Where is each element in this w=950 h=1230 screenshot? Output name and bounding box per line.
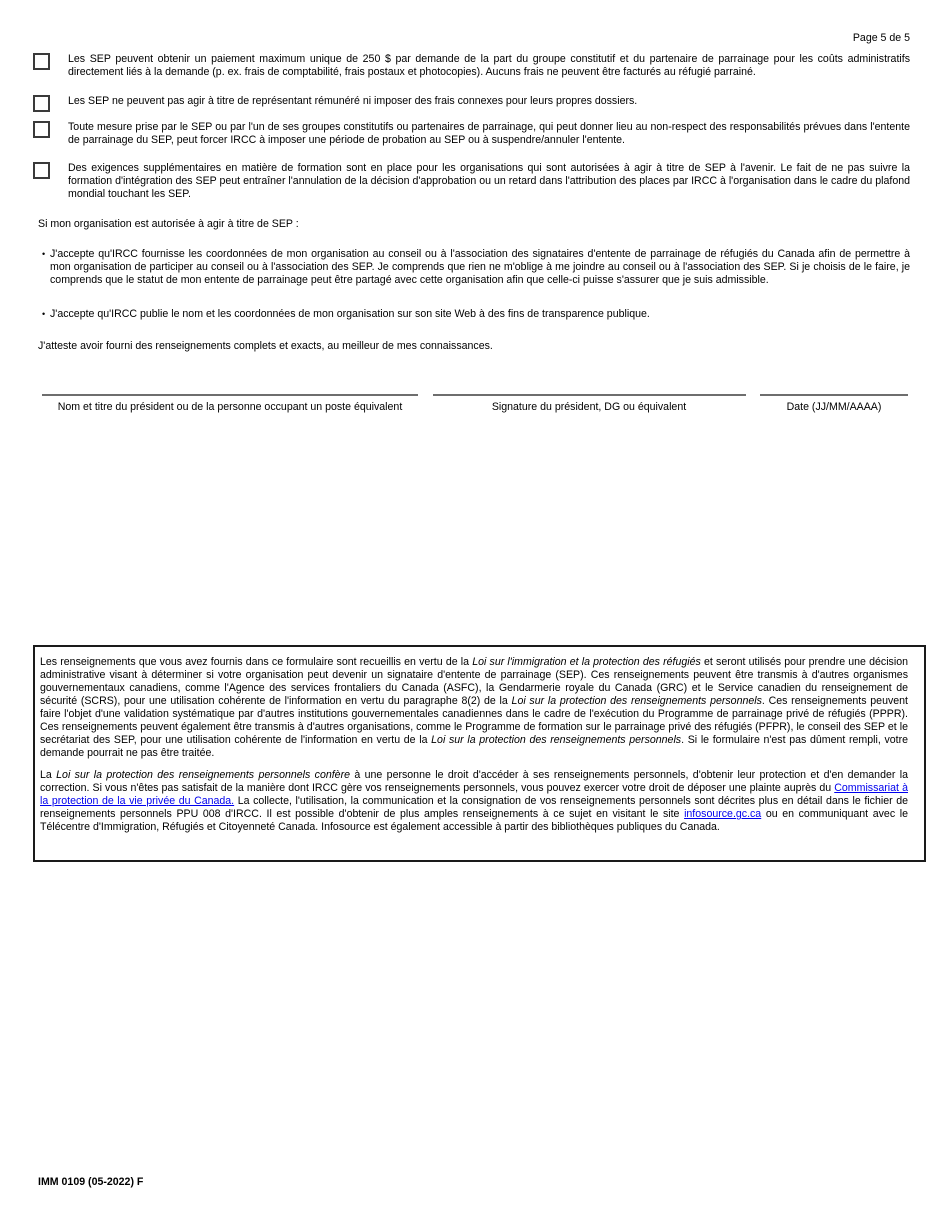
date-field [760, 394, 908, 414]
privacy-commissioner-link[interactable]: Commissariat à la protection de la vie privée du Canada. [40, 782, 908, 807]
privacy-paragraph-collection [40, 656, 908, 760]
checklist-item-text: Des exigences supplémentaires en matière de formation sont en place pour les organisations qui sont autorisées à agir à titre de SEP à l'avenir. Le fait de ne pas suivre la formation d'intégration des SEP peut entraîner l'annulation de la décision d'approbation ou un retard dans l'attribution des places par IRCC à l'organisation dans le cadre du plafond mondial touchant les SEP. [68, 162, 910, 200]
privacy-notice-box [33, 645, 926, 862]
checklist-item-text: Les SEP peuvent obtenir un paiement maximum unique de 250 $ par demande de la part du groupe constitutif et du partenaire de parrainage pour les coûts administratifs directement liés à la demande (p. ex. frais de comptabilité, frais postaux et photocopies). Aucuns frais ne peuvent être facturés au réfugié parrainé. [68, 53, 910, 78]
checkbox-non-compliance[interactable] [33, 121, 50, 138]
privacy-text: . Si le formulaire n'est pas dûment rempli, votre demande pourrait ne pas être traitée. [40, 734, 908, 759]
privacy-text: à une personne le droit d'accéder à ses renseignements personnels, d'obtenir leur protection et d'en demander la correction. Si vous n'êtes pas satisfait de la manière dont IRCC gère vos renseignements personnels, vous pouvez exercer votre droit de déposer une plainte auprès du [40, 769, 909, 794]
signature-field [433, 394, 746, 414]
law-title-italic: Loi sur la protection des renseignements personnels [511, 695, 762, 707]
privacy-text: . Ces renseignements peuvent faire l'objet d'une validation systématique par d'autres institutions gouvernementales canadiennes dans le cadre de l'exécution du Programme de parrainage privé de réfugiés (PPPR). Ces renseignements peuvent également être transmis à d'autres organisations, comme le Programme de formation sur le parrainage privé des réfugiés (PFPR), le conseil des SEP et le secrétariat des SEP, pour une utilisation cohérente de l'information en vertu de la [40, 695, 908, 746]
privacy-text: ou en communiquant avec le Télécentre d'Immigration, Réfugiés et Citoyenneté Canada. Infosource est également accessible à partir des bibliothèques publiques du Canada. [40, 808, 908, 833]
checklist-item-text: Les SEP ne peuvent pas agir à titre de représentant rémunéré ni imposer des frais connexes pour leurs propres dossiers. [68, 95, 638, 107]
consent-bullet-text: J'accepte qu'IRCC publie le nom et les coordonnées de mon organisation sur son site Web à des fins de transparence publique. [50, 308, 650, 320]
checkbox-training-requirements[interactable] [33, 162, 50, 179]
privacy-text: Les renseignements que vous avez fournis dans ce formulaire sont recueillis en vertu de la [40, 656, 473, 668]
form-number: IMM 0109 (05-2022) F [38, 1176, 144, 1188]
name-title-field [42, 394, 418, 414]
checklist-item-text: Toute mesure prise par le SEP ou par l'un de ses groupes constitutifs ou partenaires de parrainage, qui peut donner lieu au non-respect des responsabilités prévues dans l'entente de parrainage du SEP, peut forcer IRCC à imposer une période de probation au SEP ou à suspendre/annuler l'entente. [68, 121, 910, 146]
consent-bullet [42, 308, 910, 321]
name-title-field-label: Nom et titre du président ou de la personne occupant un poste équivalent [57, 401, 403, 413]
checklist-row [33, 121, 910, 147]
bullet-icon: • [42, 309, 46, 319]
infosource-link[interactable]: infosource.gc.ca [684, 808, 762, 820]
sep-intro-text: Si mon organisation est autorisée à agir à titre de SEP : [38, 218, 299, 230]
signature-section [42, 394, 908, 414]
checklist-row [33, 95, 910, 112]
checklist-row [33, 162, 910, 201]
privacy-text: La collecte, l'utilisation, la communication et la consignation de vos renseignements personnels sont décrites plus en détail dans le fichier de renseignements personnels PPU 008 d'IRCC. Il est possible d'obtenir de plus amples renseignements à ce sujet en visitant le site [40, 795, 908, 820]
attestation-text: J'atteste avoir fourni des renseignements complets et exacts, au meilleur de mes connaissances. [38, 340, 493, 352]
bullet-icon: • [42, 249, 46, 259]
law-title-italic: Loi sur la protection des renseignements personnels [431, 734, 682, 746]
date-field-label: Date (JJ/MM/AAAA) [786, 401, 882, 413]
privacy-paragraph-rights [40, 769, 908, 834]
signature-field-label: Signature du président, DG ou équivalent [491, 401, 687, 413]
law-title-italic: Loi sur la protection des renseignements personnels confère [56, 769, 350, 781]
checkbox-paid-representative[interactable] [33, 95, 50, 112]
consent-bullet [42, 248, 910, 287]
checkbox-admin-fees[interactable] [33, 53, 50, 70]
privacy-text: La [40, 769, 57, 781]
page-number: Page 5 de 5 [852, 32, 910, 44]
privacy-text: et seront utilisés pour prendre une décision administrative visant à déterminer si votre organisation peut devenir un signataire d'entente de parrainage (SEP). Ces renseignements peuvent être transmis à d'autres organismes gouvernementaux canadiens, comme l'Agence des services frontaliers du Canada (ASFC), la Gendarmerie royale du Canada (GRC) et le Service canadien du renseignement de sécurité (SCRS), pour une utilisation cohérente de l'information en vertu du paragraphe 8(2) de la [40, 656, 908, 707]
consent-bullet-text: J'accepte qu'IRCC fournisse les coordonnées de mon organisation au conseil ou à l'association des signataires d'entente de parrainage de réfugiés du Canada afin de permettre à mon organisation de participer au conseil ou à l'association des SEP. Je comprends que rien ne m'oblige à me joindre au conseil ou à l'association des SEP. Si je choisis de le faire, je comprends que le statut de mon entente de parrainage peut être partagé avec cette organisation afin que celle-ci puisse s'assurer que je suis admissible. [50, 248, 910, 286]
law-title-italic: Loi sur l'immigration et la protection des réfugiés [472, 656, 701, 668]
checklist-row [33, 53, 910, 79]
